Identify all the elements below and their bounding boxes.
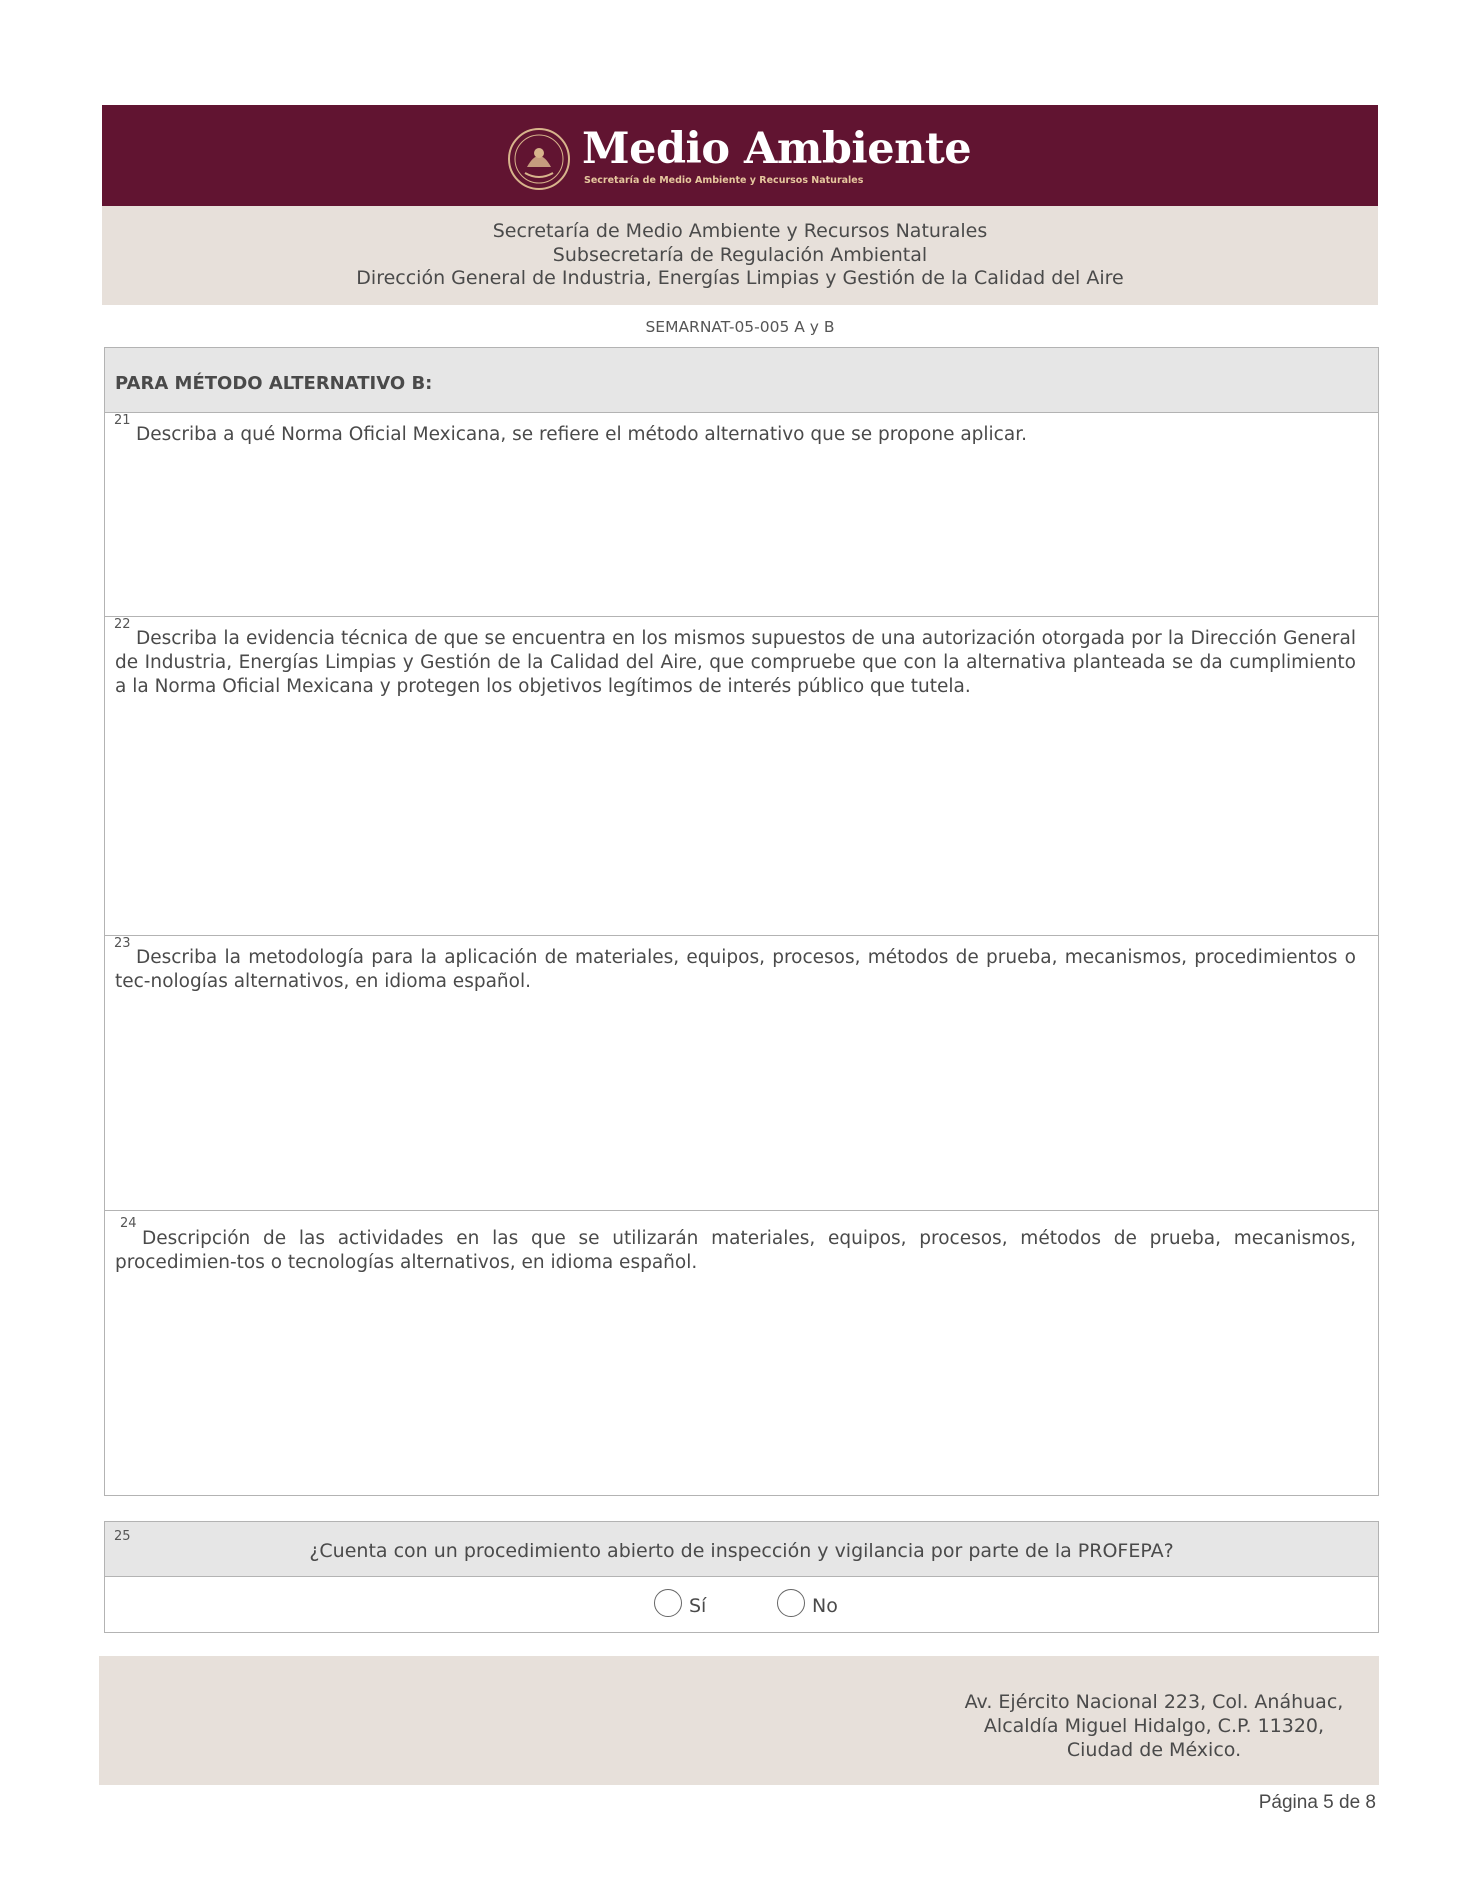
question-text: Describa a qué Norma Oficial Mexicana, se refiere el método alternativo que se propone aplicar.	[136, 424, 1027, 445]
address-line: Ciudad de México.	[1066, 1739, 1242, 1761]
footer-address	[919, 1690, 1389, 1762]
question-25-header	[105, 1522, 1378, 1577]
institution-header	[102, 206, 1378, 305]
section-title: PARA MÉTODO ALTERNATIVO B:	[115, 373, 433, 394]
institution-line: Secretaría de Medio Ambiente y Recursos Naturales	[492, 220, 988, 242]
institution-line: Subsecretaría de Regulación Ambiental	[552, 243, 928, 266]
form-code: SEMARNAT-05-005 A y B	[645, 318, 835, 336]
radio-yes-label: Sí	[689, 1595, 707, 1617]
question-21-field[interactable]	[105, 413, 1378, 617]
coat-of-arms-icon	[507, 127, 571, 191]
question-text: Describa la evidencia técnica de que se encuentra en los mismos supuestos de una autorización otorgada por la Dirección General de Industria, Energías Limpias y Gestión de la Calidad del Aire, que compruebe que con la alternativa planteada se da cumplimiento a la Norma Oficial Mexicana y protegen los objetivos legítimos de interés público que tutela.	[115, 628, 1356, 697]
question-24-field[interactable]	[105, 1211, 1378, 1495]
question-number: 23	[114, 936, 131, 951]
section-header	[105, 348, 1378, 413]
page-number: Página 5 de 8	[1258, 1792, 1376, 1813]
method-b-form	[104, 347, 1379, 1496]
radio-no[interactable]	[777, 1589, 805, 1617]
question-25	[104, 1521, 1379, 1633]
logo-title: Medio Ambiente	[582, 124, 972, 174]
radio-group	[105, 1577, 1378, 1632]
radio-yes[interactable]	[654, 1589, 682, 1617]
question-number: 25	[114, 1529, 131, 1544]
question-text: Describa la metodología para la aplicación de materiales, equipos, procesos, métodos de prueba, mecanismos, procedimientos o tec-nologías alternativos, en idioma español.	[115, 947, 1356, 992]
question-text: Descripción de las actividades en las que se utilizarán materiales, equipos, procesos, métodos de prueba, mecanismos, procedimien-tos o tecnologías alternativos, en idioma español.	[115, 1228, 1356, 1273]
logo-subtitle: Secretaría de Medio Ambiente y Recursos Naturales	[584, 175, 864, 186]
address-line: Av. Ejército Nacional 223, Col. Anáhuac,	[964, 1691, 1344, 1713]
radio-no-label: No	[812, 1595, 838, 1617]
address-line: Alcaldía Miguel Hidalgo, C.P. 11320,	[983, 1715, 1325, 1737]
question-number: 22	[114, 617, 131, 632]
question-22-field[interactable]	[105, 617, 1378, 936]
institution-line: Dirección General de Industria, Energías Limpias y Gestión de la Calidad del Aire	[356, 267, 1124, 289]
question-number: 21	[114, 413, 131, 428]
question-23-field[interactable]	[105, 936, 1378, 1211]
question-text: ¿Cuenta con un procedimiento abierto de inspección y vigilancia por parte de la PROFEPA?	[309, 1540, 1174, 1562]
question-number: 24	[120, 1216, 137, 1231]
header-banner	[102, 105, 1378, 206]
footer	[99, 1656, 1379, 1785]
